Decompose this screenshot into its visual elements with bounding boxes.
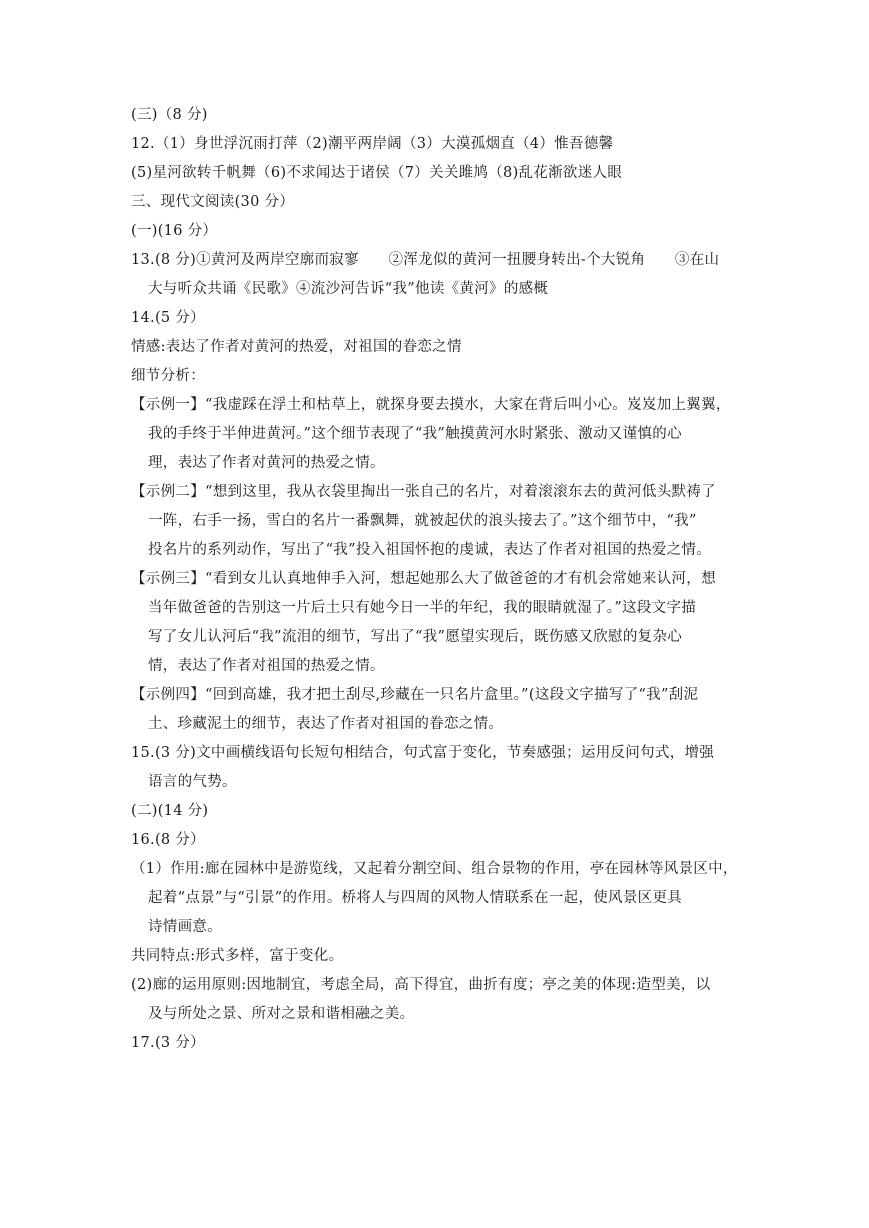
text-line: 【示例三】“看到女儿认真地伸手入河，想起她那么大了做爸爸的才有机会常她来认河，想 [131, 571, 716, 587]
text-line: 【示例四】“回到高雄，我才把土刮尽,珍藏在一只名片盒里。”(这段文字描写了“我”刮泥 [131, 687, 699, 703]
text-line-continued: 大与听众共诵《民歌》④流沙河告诉“我”他读《黄河》的感概 [148, 281, 549, 297]
text-line: (2)廊的运用原则:因地制宜，考虑全局，高下得宜，曲折有度；亭之美的体现:造型美，以 [131, 977, 711, 993]
text-line: 12.（1）身世浮沉雨打萍（2)潮平两岸阔（3）大漠孤烟直（4）惟吾德馨 [131, 136, 614, 152]
text-line: 三、现代文阅读(30 分） [131, 194, 295, 210]
text-line: (5)星河欲转千帆舞（6)不求闻达于诸侯（7）关关雎鸠（8)乱花渐欲迷人眼 [131, 165, 623, 181]
text-line-continued: 理，表达了作者对黄河的热爱之情。 [148, 455, 385, 471]
text-line: 共同特点:形式多样，富于变化。 [131, 948, 344, 964]
text-line: (三)（8 分) [131, 107, 208, 123]
text-line: 【示例二】“想到这里，我从衣袋里掏出一张自己的名片，对着滚滚东去的黄河低头默祷了 [131, 484, 716, 500]
text-line: 14.(5 分） [131, 310, 205, 326]
answer-key-body [131, 101, 741, 1058]
text-line-continued: 起着“点景”与“引景”的作用。桥将人与四周的风物人情联系在一起，使风景区更具 [148, 890, 683, 906]
text-line-continued: 诗情画意。 [148, 919, 222, 935]
text-line-continued: 我的手终于半伸进黄河。”这个细节表现了“我”触摸黄河水时紧张、激动又谨慎的心 [148, 426, 682, 442]
text-line: （1）作用:廊在园林中是游览线，又起着分割空间、组合景物的作用，亭在园林等风景区中， [131, 861, 738, 877]
text-line-continued: 情，表达了作者对祖国的热爱之情。 [148, 658, 385, 674]
text-line-continued: 写了女儿认河后“我”流泪的细节，写出了“我”愿望实现后，既伤感又欣慰的复杂心 [148, 629, 683, 645]
text-line: 细节分析： [131, 368, 205, 384]
text-line: 16.(8 分） [131, 832, 205, 848]
text-line: 17.(3 分） [131, 1035, 205, 1051]
text-line: (二)(14 分) [131, 803, 209, 819]
text-line-continued: 土、珍藏泥土的细节，表达了作者对祖国的眷恋之情。 [148, 716, 504, 732]
text-line-continued: 当年做爸爸的告别这一片后土只有她今日一半的年纪，我的眼睛就湿了。”这段文字描 [148, 600, 697, 616]
text-line: (一)(16 分） [131, 223, 218, 239]
text-line-continued: 及与所处之景、所对之景和谐相融之美。 [148, 1006, 415, 1022]
text-line: 情感:表达了作者对黄河的热爱，对祖国的眷恋之情 [131, 339, 462, 355]
text-line-continued: 一阵，右手一扬，雪白的名片一番飘舞，就被起伏的浪头接去了。”这个细节中，“我” [148, 513, 697, 529]
text-line: 15.(3 分)文中画横线语句长短句相结合，句式富于变化，节奏感强；运用反问句式，增强 [131, 745, 715, 761]
text-line: 【示例一】“我虚踩在浮土和枯草上，就探身要去摸水，大家在背后叫小心。岌岌加上翼翼， [131, 397, 731, 413]
text-line-continued: 语言的气势。 [148, 774, 237, 790]
text-line-continued: 投名片的系列动作，写出了“我”投入祖国怀抱的虔诚，表达了作者对祖国的热爱之情。 [148, 542, 712, 558]
text-line: 13.(8 分)①黄河及两岸空廓而寂寥 ②浑龙似的黄河一扭腰身转出-个大锐角 ③在山 [131, 252, 720, 268]
